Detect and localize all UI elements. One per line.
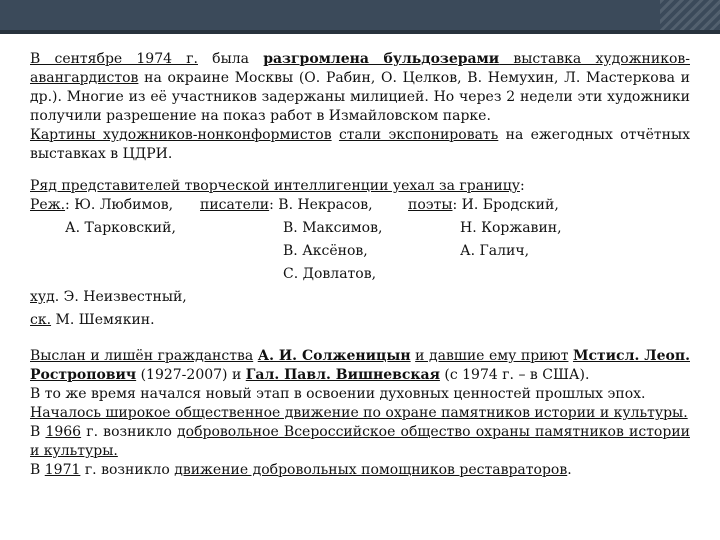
paragraph-restorers-1971: В 1971 г. возникло движение добровольных помощников реставраторов. [30, 462, 572, 478]
date-phrase: В сентябре 1974 г. [30, 51, 198, 67]
header-bar [0, 0, 720, 30]
header-divider [0, 30, 720, 34]
paragraph-exhibition: В сентябре 1974 г. была разгромлена бульдозерами выставка художников-авангардистов на окраине Москвы (О. Рабин, О. Целков, В. Немухин, Л. Мастеркова и др.). Многие из её участников задержаны милицией. Но через 2 недели эти художники получили разрешение на показ работ в Измайловском парке. [30, 51, 690, 124]
paragraph-exile: Выслан и лишён гражданства А. И. Солженицын и давшие ему приют Мстисл. Леоп. Ростропович (1927-2007) и Гал. Павл. Вишневская (с 1974 г. – в США). [30, 348, 690, 383]
paragraph-emigration: Ряд представителей творческой интеллигенции уехал за границу: [30, 178, 525, 194]
list-row: Реж.: Ю. Любимов, писатели: В. Некрасов, поэты: И. Бродский, [30, 197, 559, 213]
list-row: ск. М. Шемякин. [30, 312, 155, 328]
emigrants-list [30, 196, 690, 334]
artist-label: худ [30, 289, 55, 305]
paragraph-society-1966: В 1966 г. возникло добровольное Всероссийское общество охраны памятников истории и культуры. [30, 424, 690, 459]
exhibition-phrase: выставка художников-авангардистов [30, 51, 690, 86]
writers-label: писатели [200, 197, 270, 213]
paragraph-new-stage: В то же время начался новый этап в освоении духовных ценностей прошлых эпох. [30, 386, 646, 402]
header-stripe-decoration [660, 0, 720, 30]
paragraph-nonconformists: Картины художников-нонконформистов стали экспонировать на ежегодных отчётных выставках в ЦДРИ. [30, 127, 691, 162]
poets-label: поэты [408, 197, 453, 213]
list-row: В. Аксёнов, А. Галич, [283, 243, 530, 259]
paragraph-monuments-movement: Началось широкое общественное движение по охране памятников истории и культуры. [30, 405, 688, 421]
list-row: С. Довлатов, [283, 266, 377, 282]
sculptor-label: ск. [30, 312, 52, 328]
slide-body [30, 50, 690, 480]
directors-label: Реж. [30, 197, 66, 213]
list-row: худ. Э. Неизвестный, [30, 289, 187, 305]
bulldozer-phrase: разгромлена бульдозерами [263, 51, 500, 67]
list-row: А. Тарковский, В. Максимов, Н. Коржавин, [65, 220, 562, 236]
